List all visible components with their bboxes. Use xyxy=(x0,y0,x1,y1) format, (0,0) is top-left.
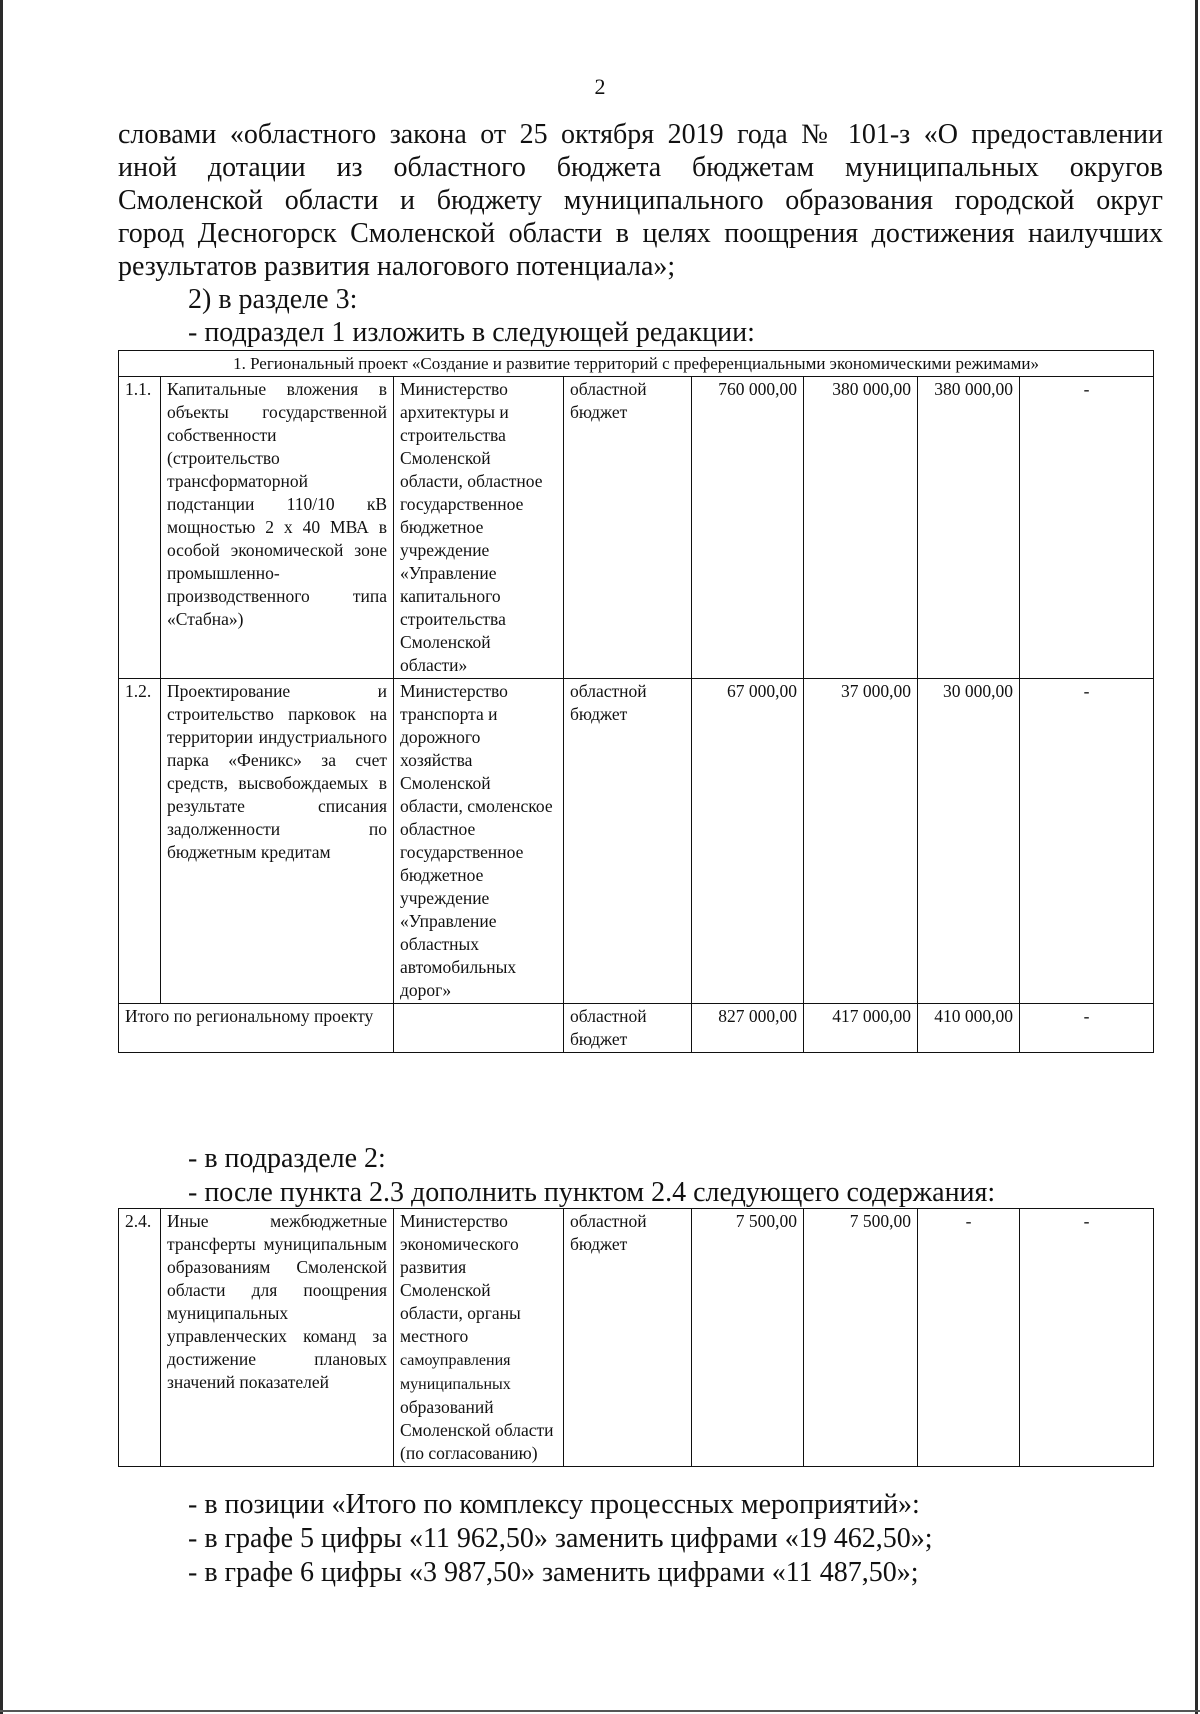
scan-edge-bottom xyxy=(0,1710,1200,1712)
total-label: Итого по региональному проекту xyxy=(119,1004,394,1053)
subsection-2-instruction: - в подразделе 2: xyxy=(188,1143,386,1174)
year-3-amount: - xyxy=(1020,377,1154,679)
total-executor-empty xyxy=(394,1004,564,1053)
total-sum: 827 000,00 xyxy=(692,1004,804,1053)
total-amount: 7 500,00 xyxy=(692,1209,804,1467)
year-1-amount: 37 000,00 xyxy=(804,679,918,1004)
intro-line-5: результатов развития налогового потенциала»; xyxy=(118,251,676,282)
row-number: 1.2. xyxy=(119,679,161,1004)
intro-paragraph xyxy=(118,118,1163,349)
row-number: 1.1. xyxy=(119,377,161,679)
year-1-amount: 7 500,00 xyxy=(804,1209,918,1467)
table-header-row xyxy=(119,351,1154,377)
measure-name: Капитальные вложения в объекты государственной собственности (строительство трансформаторной подстанции 110/10 кВ мощностью 2 х 40 МВА в особой экономической зоне промышленно-производственного типа «Стабна») xyxy=(161,377,394,679)
closing-line-2: - в графе 5 цифры «11 962,50» заменить цифрами «19 462,50»; xyxy=(188,1523,933,1554)
item-2-4-table xyxy=(118,1208,1154,1467)
funding-source: областной бюджет xyxy=(564,679,692,1004)
intro-line-4: город Десногорск Смоленской области в целях поощрения достижения наилучших xyxy=(118,218,1163,249)
page-number: 2 xyxy=(594,74,606,99)
table-row xyxy=(119,1209,1154,1467)
table-row xyxy=(119,377,1154,679)
executor-part-2: самоуправления муниципальных xyxy=(400,1352,511,1393)
closing-line-3: - в графе 6 цифры «3 987,50» заменить цифрами «11 487,50»; xyxy=(188,1557,919,1588)
regional-project-table xyxy=(118,350,1154,1053)
total-year-3: - xyxy=(1020,1004,1154,1053)
total-amount: 67 000,00 xyxy=(692,679,804,1004)
measure-name: Иные межбюджетные трансферты муниципальным образованиям Смоленской области для поощрения муниципальных управленческих команд за достижение плановых значений показателей xyxy=(161,1209,394,1467)
year-2-amount: 380 000,00 xyxy=(918,377,1020,679)
scan-edge-right xyxy=(1195,0,1198,1714)
regional-project-title: 1. Региональный проект «Создание и развитие территорий с преференциальными экономическими режимами» xyxy=(119,351,1154,377)
table-row xyxy=(119,679,1154,1004)
funding-source: областной бюджет xyxy=(564,1209,692,1467)
year-1-amount: 380 000,00 xyxy=(804,377,918,679)
total-year-1: 417 000,00 xyxy=(804,1004,918,1053)
funding-source: областной бюджет xyxy=(564,377,692,679)
intro-line-2: иной дотации из областного бюджета бюджетам муниципальных округов xyxy=(118,152,1163,183)
intro-line-1: словами «областного закона от 25 октября 2019 года № 101-з «О предоставлении xyxy=(118,119,1163,150)
executor: Министерство транспорта и дорожного хозяйства Смоленской области, смоленское областное государственное бюджетное учреждение «Управление областных автомобильных дорог» xyxy=(394,679,564,1004)
executor: Министерство архитектуры и строительства Смоленской области, областное государственное бюджетное учреждение «Управление капитального строительства Смоленской области» xyxy=(394,377,564,679)
year-2-amount: 30 000,00 xyxy=(918,679,1020,1004)
year-3-amount: - xyxy=(1020,1209,1154,1467)
item-2-heading: 2) в разделе 3: xyxy=(188,284,358,315)
closing-line-1: - в позиции «Итого по комплексу процессных мероприятий»: xyxy=(188,1489,920,1520)
scan-edge-left xyxy=(0,0,3,1714)
year-3-amount: - xyxy=(1020,679,1154,1004)
add-item-2-4-instruction: - после пункта 2.3 дополнить пунктом 2.4 следующего содержания: xyxy=(188,1177,996,1208)
subsection-1-instruction: - подраздел 1 изложить в следующей редакции: xyxy=(188,317,755,348)
row-number: 2.4. xyxy=(119,1209,161,1467)
executor xyxy=(394,1209,564,1467)
executor-part-1: Министерство экономического развития Смоленской области, органы местного xyxy=(400,1211,521,1346)
total-funding-source: областной бюджет xyxy=(564,1004,692,1053)
measure-name: Проектирование и строительство парковок на территории индустриального парка «Феникс» за счет средств, высвобождаемых в результате списания задолженности по бюджетным кредитам xyxy=(161,679,394,1004)
total-year-2: 410 000,00 xyxy=(918,1004,1020,1053)
executor-part-3: образований Смоленской области (по согласованию) xyxy=(400,1397,554,1463)
intro-line-3: Смоленской области и бюджету муниципального образования городской округ xyxy=(118,185,1163,216)
year-2-amount: - xyxy=(918,1209,1020,1467)
table-total-row xyxy=(119,1004,1154,1053)
total-amount: 760 000,00 xyxy=(692,377,804,679)
